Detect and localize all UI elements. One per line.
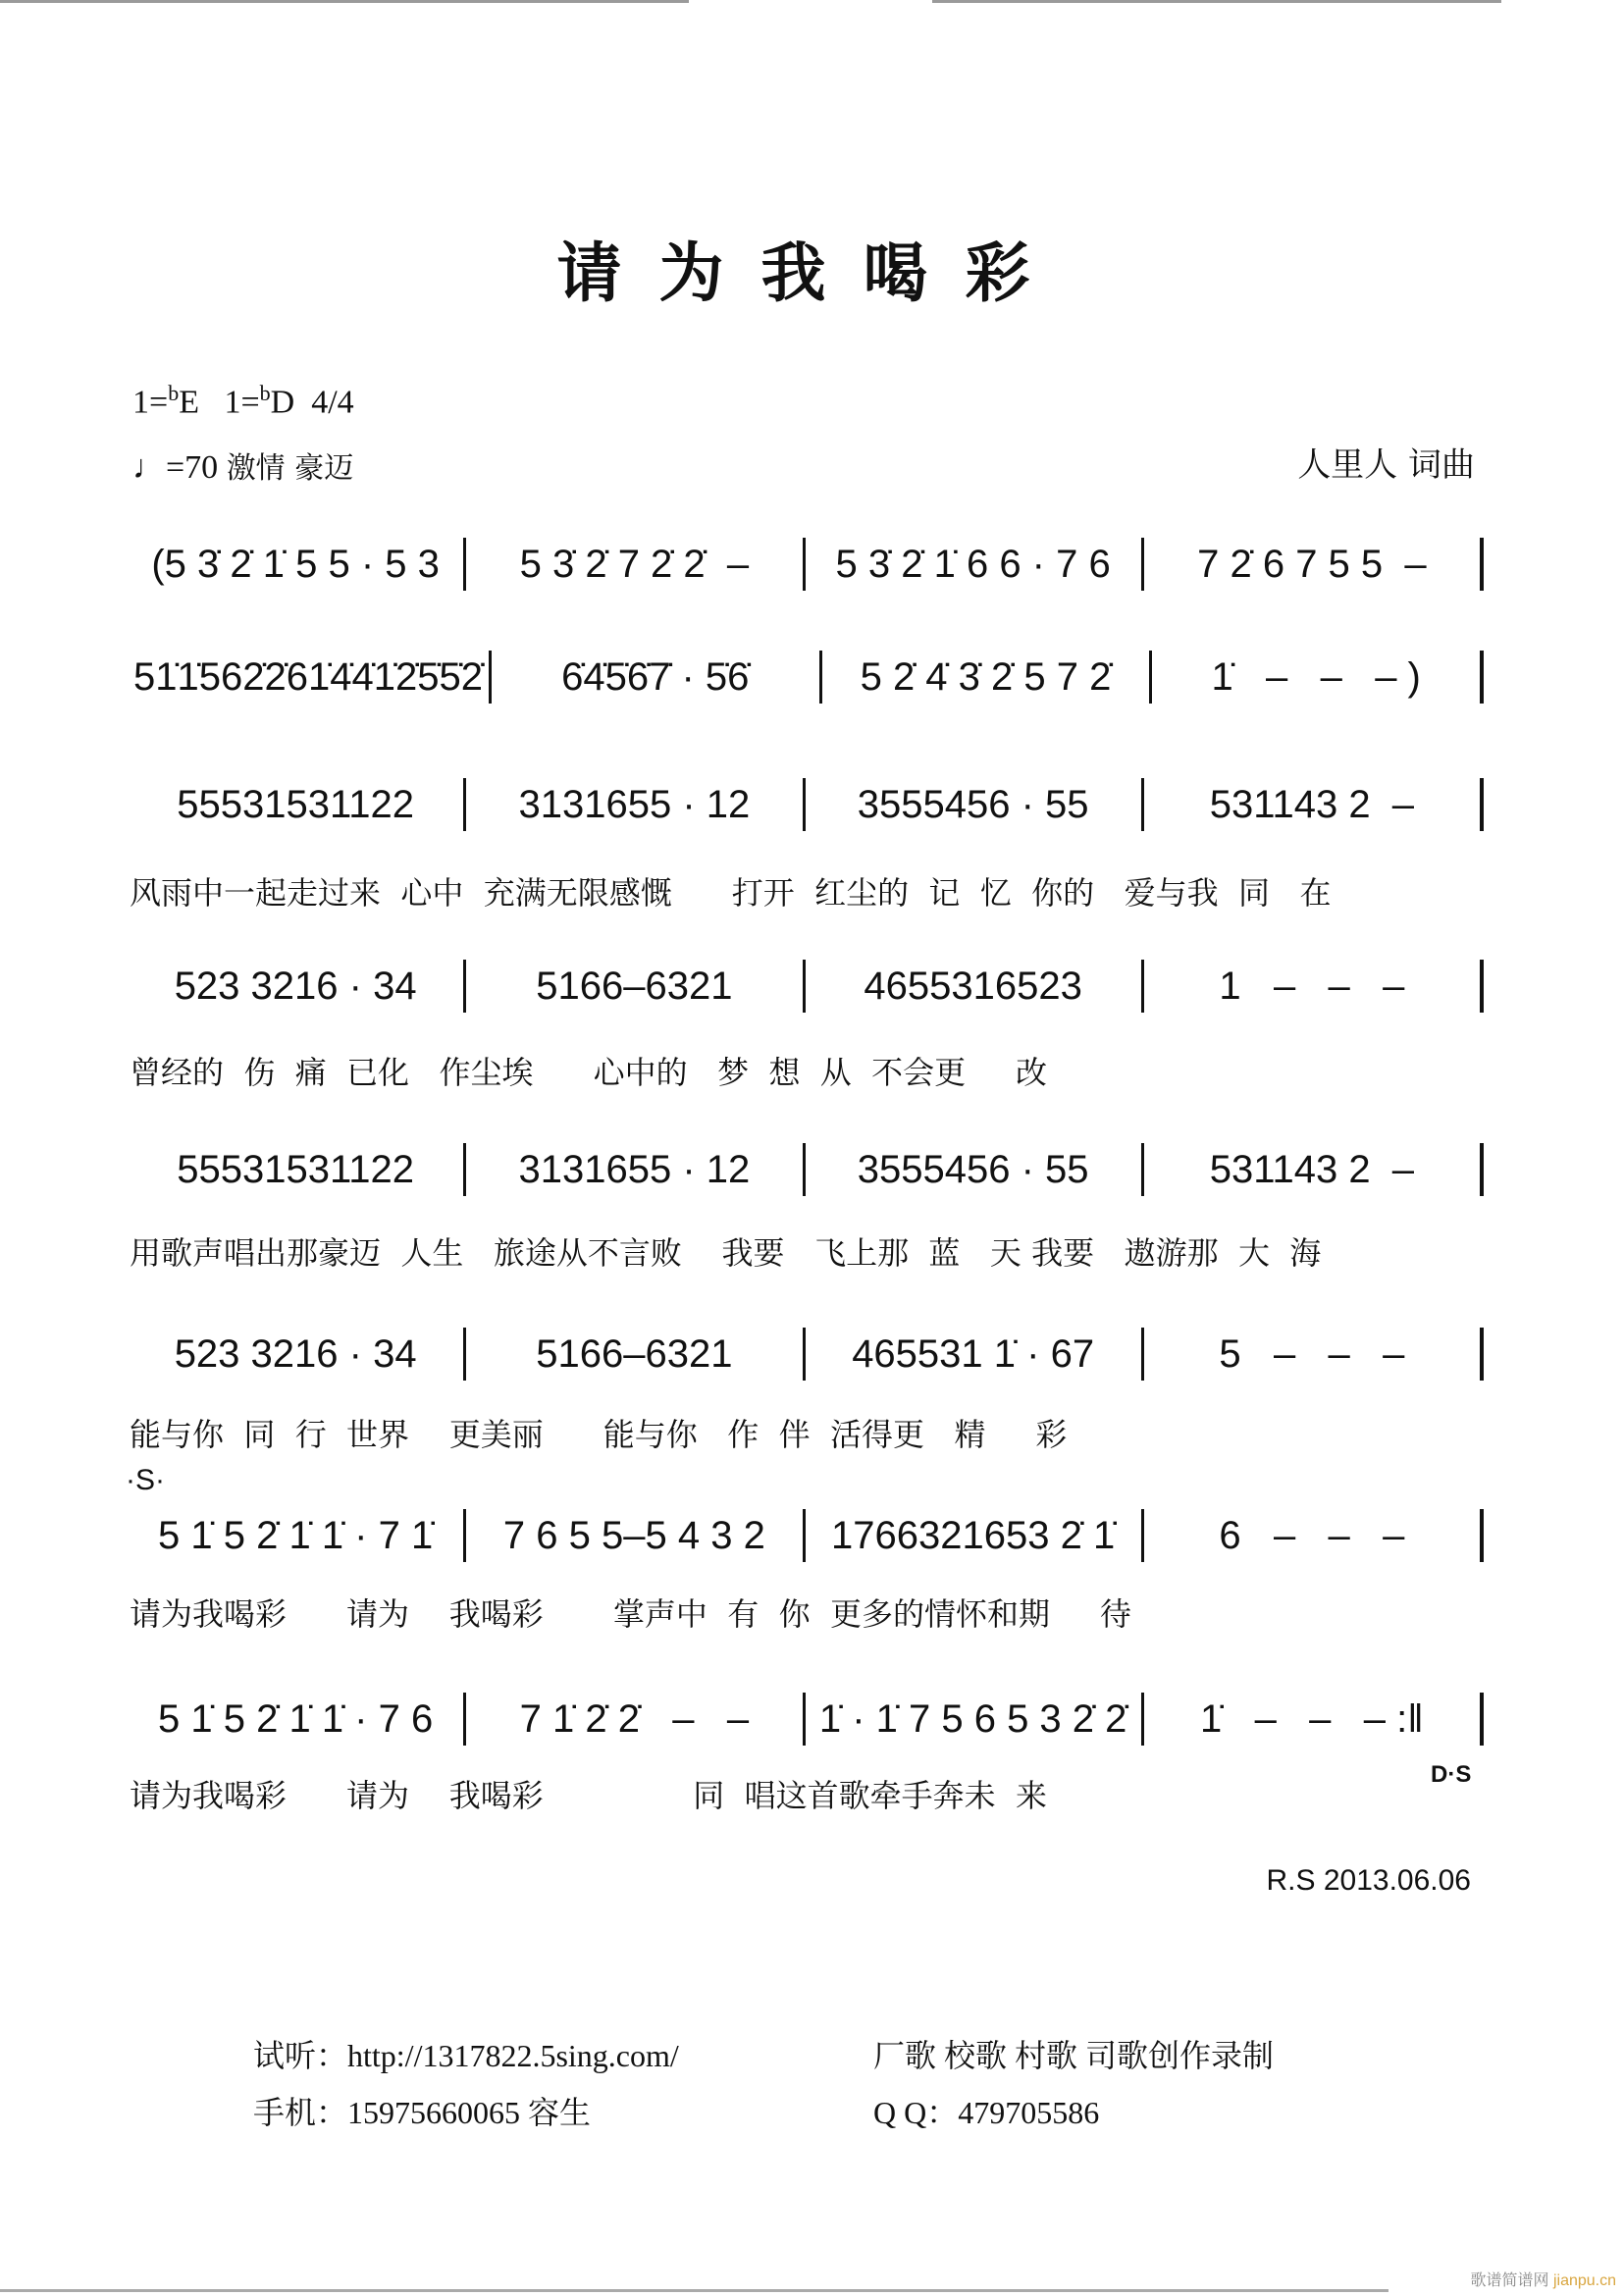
staff-row (128, 648, 1484, 706)
measure: 5 3̇ 2̇ 1̇ 6 6 · 7 6 (806, 538, 1144, 591)
measure: 531143 2 – (1144, 1143, 1484, 1196)
key-1: 1= (132, 384, 169, 421)
measure: 5 2̇ 4̇ 3̇ 2̇ 5 7 2̇ (822, 651, 1153, 704)
measure: 51̇1̇562̇2̇61̇4̇4̇1̇2̇5̇5̇2̇ (128, 651, 492, 704)
measure: 7 6 5 5–5 4 3 2 (466, 1509, 805, 1562)
service-text: 厂歌 校歌 村歌 司歌创作录制 (873, 2038, 1275, 2073)
measure: 523 3216 · 34 (128, 960, 466, 1013)
key-signature (132, 381, 354, 421)
time-signature: 4/4 (311, 384, 354, 421)
measure: 1766321653 2̇ 1̇ (806, 1509, 1144, 1562)
measure: 5 – – – (1144, 1328, 1484, 1381)
measure: 3131655 · 12 (466, 778, 805, 831)
phone-contact: 手机：15975660065 容生 (253, 2095, 592, 2130)
staff-row (128, 1140, 1484, 1199)
measure: 5 1̇ 5 2̇ 1̇ 1̇ · 7 1̇ (128, 1509, 466, 1562)
page-title: 请为我喝彩 (556, 235, 1068, 311)
dal-segno-mark: D·S (1431, 1761, 1472, 1788)
staff-row (128, 957, 1484, 1016)
measure: 5 3̇ 2̇ 7 2̇ 2̇ – (466, 538, 805, 591)
top-border-right (932, 0, 1501, 3)
measure: 5 1̇ 5 2̇ 1̇ 1̇ · 7 6 (128, 1693, 466, 1746)
lyrics-line: 请为我喝彩 请为 我喝彩 同 唱这首歌牵手奔未 来 (130, 1777, 1047, 1814)
measure: 6̇4̇5̇6̇7̇ · 5̇6̇ (492, 651, 822, 704)
measure: 55531531122 (128, 1143, 466, 1196)
key-1-note: E (179, 384, 199, 421)
measure: 4655316523 (806, 960, 1144, 1013)
measure: 7 1̇ 2̇ 2̇ – – (466, 1693, 805, 1746)
measure: 1̇ – – – :‖ (1144, 1693, 1484, 1746)
tempo-value: =70 (166, 449, 219, 486)
staff-row (128, 775, 1484, 834)
segno-sign: ·S· (126, 1464, 165, 1496)
measure: 523 3216 · 34 (128, 1328, 466, 1381)
listen-link: 试听：http://1317822.5sing.com/ (253, 2038, 679, 2073)
qq-contact: Q Q：479705586 (873, 2095, 1100, 2130)
signature-date: R.S 2013.06.06 (1266, 1864, 1471, 1897)
flat-1: b (168, 381, 180, 405)
mood-text: 激情 豪迈 (226, 451, 354, 486)
bottom-border (0, 2289, 1388, 2292)
key-2-note: D (270, 384, 295, 421)
lyrics-line: 曾经的 伤 痛 已化 作尘埃 心中的 梦 想 从 不会更 改 (130, 1054, 1047, 1091)
watermark (1470, 2268, 1616, 2290)
measure: 465531 1̇ · 67 (806, 1328, 1144, 1381)
staff-row (128, 535, 1484, 594)
staff-row (128, 1325, 1484, 1383)
measure: 5166–6321 (466, 960, 805, 1013)
lyrics-line: 请为我喝彩 请为 我喝彩 掌声中 有 你 更多的情怀和期 待 (130, 1595, 1131, 1633)
measure: 1̇ · 1̇ 7 5 6 5 3 2̇ 2̇ (806, 1693, 1144, 1746)
lyrics-line: 用歌声唱出那豪迈 人生 旅途从不言败 我要 飞上那 蓝 天 我要 遨游那 大 海 (130, 1234, 1322, 1272)
quarter-note-icon: ♩ (132, 449, 166, 486)
measure: 3555456 · 55 (806, 778, 1144, 831)
key-2: 1= (224, 384, 260, 421)
measure: 3555456 · 55 (806, 1143, 1144, 1196)
measure: 55531531122 (128, 778, 466, 831)
watermark-en: jianpu.cn (1552, 2272, 1616, 2289)
measure: 531143 2 – (1144, 778, 1484, 831)
tempo-marking (132, 444, 353, 487)
measure: 1 – – – (1144, 960, 1484, 1013)
top-border-left (0, 0, 689, 3)
author-credit: 人里人 词曲 (1297, 445, 1475, 485)
measure: 6 – – – (1144, 1509, 1484, 1562)
measure: 1̇ – – – ) (1152, 651, 1484, 704)
flat-2: b (259, 381, 271, 405)
measure: 5166–6321 (466, 1328, 805, 1381)
staff-row (128, 1506, 1484, 1565)
staff-row (128, 1690, 1484, 1748)
measure: 7 2̇ 6 7 5 5 – (1144, 538, 1484, 591)
lyrics-line: 风雨中一起走过来 心中 充满无限感慨 打开 红尘的 记 忆 你的 爱与我 同 在 (130, 874, 1332, 912)
watermark-cn: 歌谱简谱网 (1470, 2272, 1549, 2289)
lyrics-line: 能与你 同 行 世界 更美丽 能与你 作 伴 活得更 精 彩 (130, 1416, 1068, 1453)
measure: 3131655 · 12 (466, 1143, 805, 1196)
measure: (5 3̇ 2̇ 1̇ 5 5 · 5 3 (128, 538, 466, 591)
